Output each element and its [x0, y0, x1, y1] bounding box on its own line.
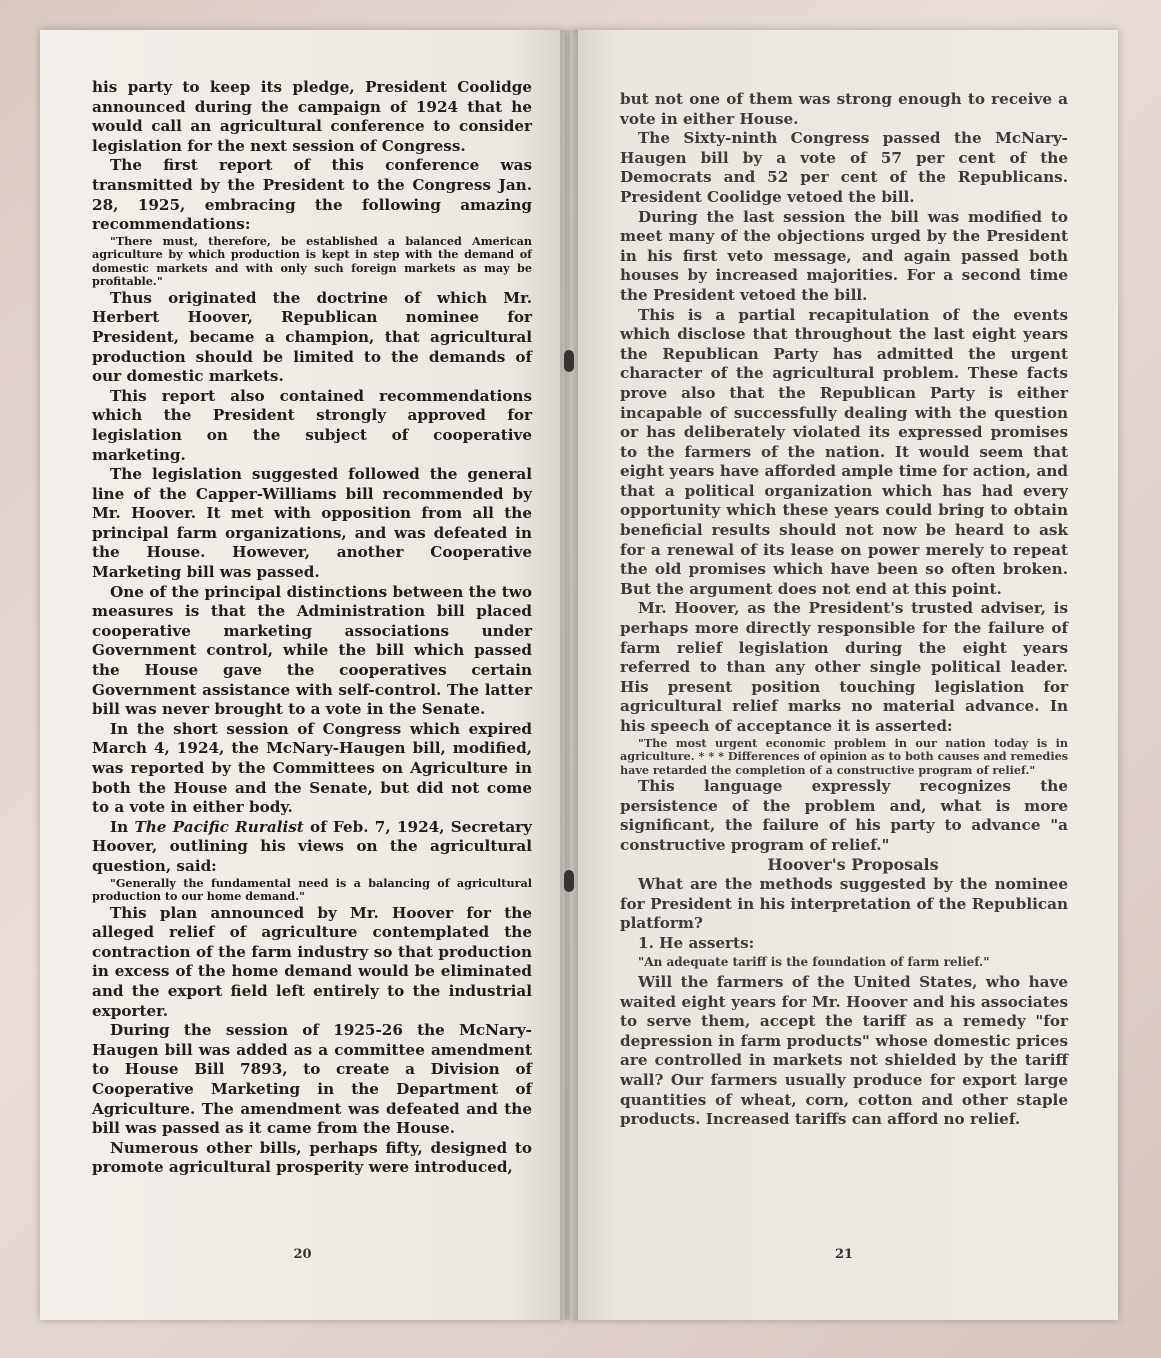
paragraph: The first report of this conference was transmitted by the President to the Congress Jan. 28, 1925, embracing the following amazing recommendations: — [92, 156, 532, 234]
paragraph-suffix: of Feb. 7, 1924, Secretary Hoover, outlining his views on the agricultural question, said: — [92, 817, 533, 875]
book-gutter — [560, 30, 578, 1320]
paragraph: Will the farmers of the United States, who have waited eight years for Mr. Hoover and his associates to serve them, accept the tariff as a remedy "for depression in farm products" whose domestic prices are controlled in markets not shielded by the tariff wall? Our farmers usually produce for export large quantities of wheat, corn, cotton and other staple products. Increased tariffs can afford no relief. — [620, 973, 1068, 1129]
right-page-text — [620, 90, 1068, 1130]
paragraph: During the session of 1925-26 the McNary-Haugen bill was added as a committee amendment to House Bill 7893, to create a Division of Cooperative Marketing in the Department of Agriculture. The amendment was defeated and the bill was passed as it came from the House. — [92, 1021, 532, 1138]
paragraph-prefix: In — [110, 817, 135, 836]
paragraph: his party to keep its pledge, President Coolidge announced during the campaign of 1924 that he would call an agricultural conference to consider legislation for the next session of Congress. — [92, 78, 532, 155]
left-page-text — [92, 78, 532, 1178]
paragraph: This report also contained recommendations which the President strongly approved for legislation on the subject of cooperative marketing. — [92, 386, 532, 464]
paragraph: Thus originated the doctrine of which Mr. Herbert Hoover, Republican nominee for President, became a champion, that agricultural production should be limited to the demands of our domestic markets. — [92, 288, 532, 386]
block-quote: "The most urgent economic problem in our nation today is in agriculture. * * * Differences of opinion as to both causes and remedies have retarded the completion of a constructive program of relief." — [620, 735, 1068, 777]
paragraph: but not one of them was strong enough to receive a vote in either House. — [620, 90, 1068, 128]
paragraph: During the last session the bill was modified to meet many of the objections urged by the President in his first veto message, and again passed both houses by increased majorities. For a second time the President vetoed the bill. — [620, 207, 1068, 304]
block-quote: "An adequate tariff is the foundation of farm relief." — [638, 955, 990, 970]
paragraph: This plan announced by Mr. Hoover for the alleged relief of agriculture contemplated the contraction of the farm industry so that production in excess of the home demand would be eliminated and the export field left entirely to the industrial exporter. — [92, 903, 532, 1020]
staple-icon — [564, 350, 574, 372]
left-page — [40, 30, 565, 1320]
right-page — [570, 30, 1118, 1320]
paragraph: One of the principal distinctions between the two measures is that the Administration bill placed cooperative marketing associations under Government control, while the bill which passed the House gave the cooperatives certain Government assistance with self-control. The latter bill was never brought to a vote in the Senate. — [92, 582, 532, 719]
paragraph: In the short session of Congress which expired March 4, 1924, the McNary-Haugen bill, modified, was reported by the Committees on Agriculture in both the House and the Senate, but did not come to a vote in either body. — [92, 719, 532, 817]
publication-title: The Pacific Ruralist — [134, 817, 304, 836]
paragraph — [92, 818, 532, 877]
section-heading: Hoover's Proposals — [767, 855, 939, 875]
page-number: 21 — [834, 1247, 854, 1262]
list-item: 1. He asserts: — [638, 933, 755, 952]
block-quote: "Generally the fundamental need is a balancing of agricultural production to our home demand." — [92, 875, 532, 904]
block-quote: "There must, therefore, be established a balanced American agriculture by which production is kept in step with the demand of domestic markets and with only such foreign markets as may be profitable." — [92, 233, 532, 289]
paragraph: Mr. Hoover, as the President's trusted adviser, is perhaps more directly responsible for the failure of farm relief legislation during the eight years referred to than any other single political leader. His present position touching legislation for agricultural relief marks no material advance. In his speech of acceptance it is asserted: — [620, 599, 1068, 735]
page-number: 20 — [293, 1247, 312, 1262]
booklet-spread — [40, 30, 1120, 1320]
paragraph: This language expressly recognizes the persistence of the problem and, what is more significant, the failure of his party to advance "a constructive program of relief." — [620, 777, 1068, 854]
paragraph: The Sixty-ninth Congress passed the McNary-Haugen bill by a vote of 57 per cent of the Democrats and 52 per cent of the Republicans. President Coolidge vetoed the bill. — [620, 129, 1068, 206]
paragraph: Numerous other bills, perhaps fifty, designed to promote agricultural prosperity were introduced, — [92, 1138, 532, 1177]
paragraph: The legislation suggested followed the general line of the Capper-Williams bill recommended by Mr. Hoover. It met with opposition from all the principal farm organizations, and was defeated in the House. However, another Cooperative Marketing bill was passed. — [92, 465, 532, 582]
paragraph: This is a partial recapitulation of the events which disclose that throughout the last eight years the Republican Party has admitted the urgent character of the agricultural problem. These facts prove also that the Republican Party is either incapable of successfully dealing with the question or has deliberately violated its expressed promises to the farmers of the nation. It would seem that eight years have afforded ample time for action, and that a political organization which has had every opportunity which these years could bring to obtain beneficial results should not now be heard to ask for a renewal of its lease on power merely to repeat the old promises which have been so often broken. But the argument does not end at this point. — [620, 305, 1068, 598]
paragraph: What are the methods suggested by the nominee for President in his interpretation of the Republican platform? — [620, 875, 1068, 933]
staple-icon — [564, 870, 574, 892]
